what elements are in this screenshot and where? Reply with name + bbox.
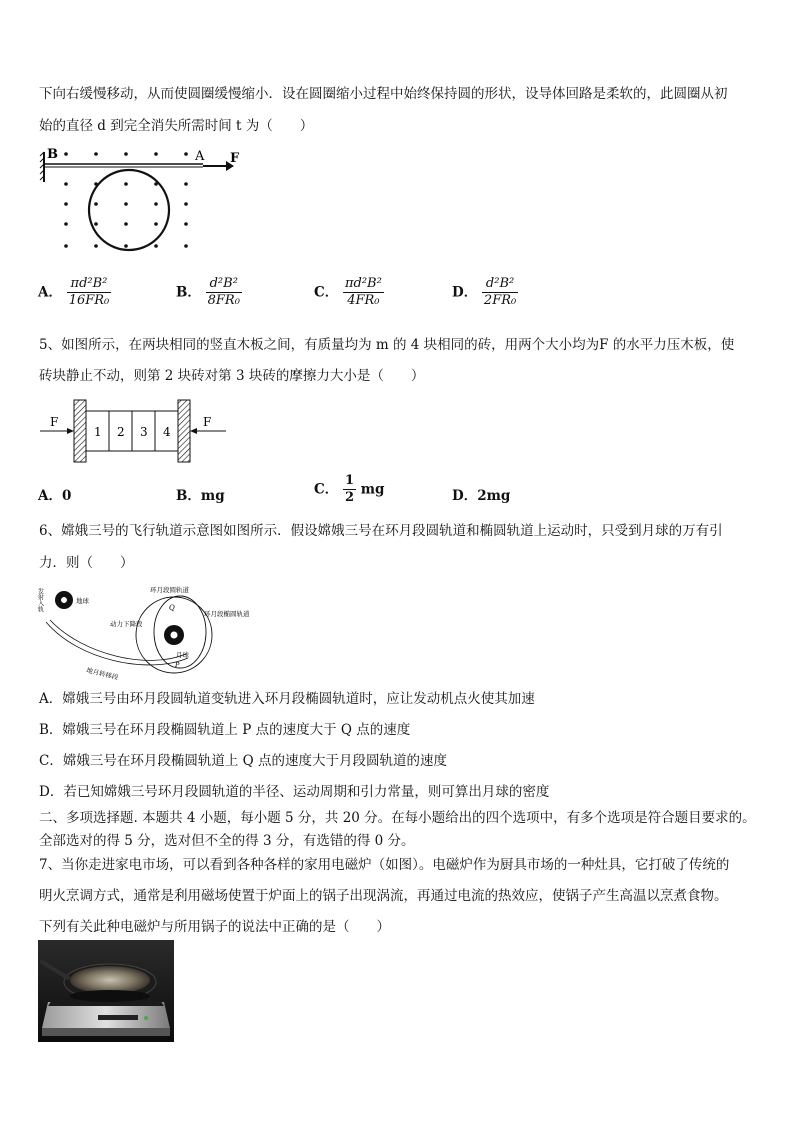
transfer-label: 地月转移段 <box>85 666 119 682</box>
q6-option-b[interactable]: B．嫦娥三号在环月段椭圆轨道上 P 点的速度大于 Q 点的速度 <box>39 722 411 738</box>
point-p-label: P <box>175 661 180 669</box>
q6-option-c[interactable]: C．嫦娥三号在环月段椭圆轨道上 Q 点的速度大于月段圆轨道的速度 <box>39 753 447 769</box>
q5-option-a[interactable]: A．0 <box>38 488 72 504</box>
label-f: F <box>230 151 240 166</box>
option-letter: C． <box>314 481 339 498</box>
q5-option-c[interactable] <box>314 473 384 507</box>
launch-label: 发射入轨 <box>36 588 44 612</box>
q4-text-line2: 始的直径 d 到完全消失所需时间 t 为（ ） <box>39 118 314 134</box>
frac-denominator: 16FR₀ <box>68 293 110 309</box>
option-tail: mg <box>360 481 385 498</box>
q6-text-line2: 力．则（ ） <box>39 555 134 571</box>
brick-4-label: 4 <box>163 425 171 439</box>
option-letter: B． <box>176 284 201 301</box>
q4-text-line1: 下向右缓慢移动，从而使圆圈缓慢缩小．设在圆圈缩小过程中始终保持圆的形状，设导体回路是柔软的，此圆圈从初 <box>39 86 728 102</box>
q6-text-line1: 6、嫦娥三号的飞行轨道示意图如图所示．假设嫦娥三号在环月段圆轨道和椭圆轨道上运动时，只受到月球的万有引 <box>39 523 723 539</box>
option-letter: D． <box>452 284 478 301</box>
label-b: B <box>47 147 58 162</box>
induction-cooker-photo <box>38 940 174 1042</box>
earth-label: 地球 <box>76 597 89 605</box>
q4-magnetic-field-figure <box>38 142 248 262</box>
q5-bricks-figure <box>38 396 230 466</box>
powered-descent-label: 动力下降段 <box>110 620 143 628</box>
frac-numerator: 1 <box>343 473 356 490</box>
q4-option-b[interactable] <box>176 276 242 310</box>
section2-heading-line1: 二、多项选择题. 本题共 4 小题，每小题 5 分，共 20 分。在每小题给出的四个选项中，有多个选项是符合题目要求的。 <box>39 810 756 826</box>
frac-denominator: 2 <box>344 490 354 506</box>
frac-numerator: πd²B² <box>343 276 384 293</box>
option-letter: A． <box>38 284 62 301</box>
label-a: A <box>195 149 205 164</box>
frac-denominator: 2FR₀ <box>483 293 517 309</box>
point-q-label: Q <box>169 604 175 612</box>
circle-orbit-label: 环月段圆轨道 <box>150 586 189 594</box>
q7-text-line1: 7、当你走进家电市场，可以看到各种各样的家用电磁炉（如图）。电磁炉作为厨具市场的一种灶具，它打破了传统的 <box>39 857 730 873</box>
force-right-label: F <box>203 415 212 429</box>
q6-orbit-figure <box>38 580 278 680</box>
frac-numerator: d²B² <box>482 276 518 293</box>
q5-option-d[interactable]: D．2mg <box>452 488 511 504</box>
brick-2-label: 2 <box>117 425 125 439</box>
q4-option-a[interactable] <box>38 276 111 310</box>
frac-denominator: 4FR₀ <box>347 293 380 309</box>
frac-denominator: 8FR₀ <box>207 293 240 309</box>
q7-text-line3: 下列有关此种电磁炉与所用锅子的说法中正确的是（ ） <box>39 919 390 935</box>
brick-3-label: 3 <box>140 425 148 439</box>
q5-text-line1: 5、如图所示，在两块相同的竖直木板之间，有质量均为 m 的 4 块相同的砖，用两个大小均为F 的水平力压木板，使 <box>39 337 735 353</box>
q7-text-line2: 明火烹调方式，通常是利用磁场使置于炉面上的锅子出现涡流，再通过电流的热效应，使锅子产生高温以烹煮食物。 <box>39 888 728 904</box>
section2-heading-line2: 全部选对的得 5 分，选对但不全的得 3 分，有选错的得 0 分。 <box>39 833 415 849</box>
brick-1-label: 1 <box>94 425 102 439</box>
q4-option-d[interactable] <box>452 276 518 310</box>
q5-option-b[interactable]: B．mg <box>176 488 225 504</box>
frac-numerator: d²B² <box>206 276 242 293</box>
frac-numerator: πd²B² <box>67 276 112 293</box>
q6-option-d[interactable]: D．若已知嫦娥三号环月段圆轨道的半径、运动周期和引力常量，则可算出月球的密度 <box>39 784 550 800</box>
q5-text-line2: 砖块静止不动，则第 2 块砖对第 3 块砖的摩擦力大小是（ ） <box>39 368 425 384</box>
moon-label: 月球 <box>176 651 189 659</box>
ellipse-orbit-label: 环月段椭圆轨道 <box>204 610 250 618</box>
option-letter: C． <box>314 284 339 301</box>
q4-option-c[interactable] <box>314 276 384 310</box>
force-left-label: F <box>50 415 59 429</box>
q6-option-a[interactable]: A．嫦娥三号由环月段圆轨道变轨进入环月段椭圆轨道时，应让发动机点火使其加速 <box>39 691 535 707</box>
